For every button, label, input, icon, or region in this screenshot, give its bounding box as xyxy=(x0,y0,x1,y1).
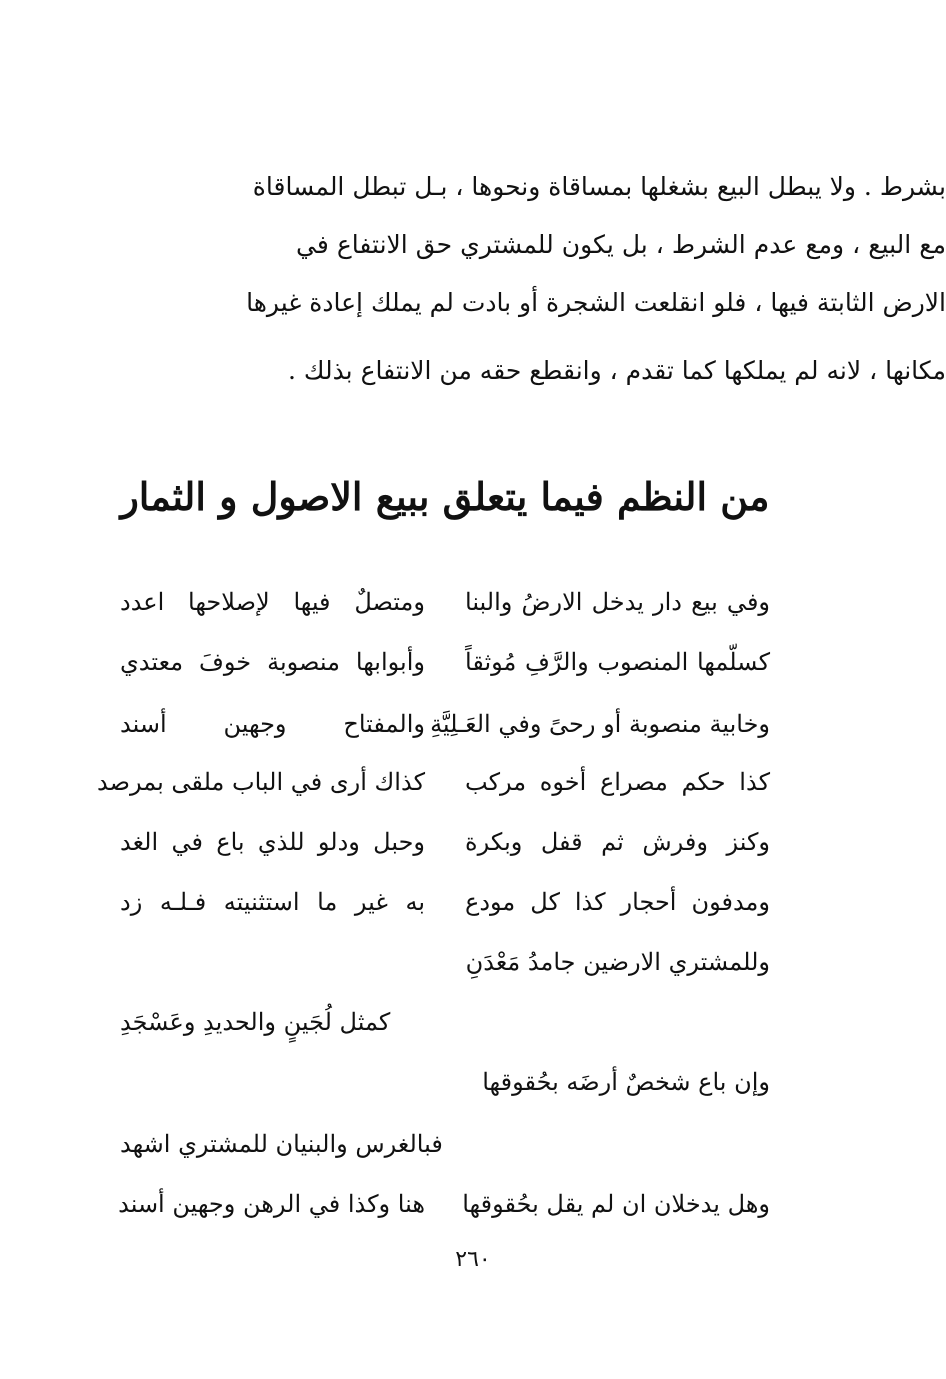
verse-second-hemistich: كذاك أرى في الباب ملقى بمرصد xyxy=(97,768,425,796)
verse-first-hemistich: كذا حكم مصراع أخوه مركب xyxy=(465,768,770,796)
verse-second-hemistich: والمفتاح وجهين أسند xyxy=(120,710,425,738)
prose-line: بشرط . ولا يبطل البيع بشغلها بمساقاة ونحوها ، بـل تبطل المساقاة xyxy=(252,172,946,201)
verse-second-hemistich: وأبوابها منصوبة خوفَ معتدي xyxy=(120,648,425,676)
verse-first-hemistich: كسلّمها المنصوب والرَّفِ مُوثقاً xyxy=(465,648,770,676)
section-heading: من النظم فيما يتعلق ببيع الاصول و الثمار xyxy=(120,474,770,519)
verse xyxy=(120,1176,770,1232)
verse-second-hemistich: وحبل ودلو للذي باع في الغد xyxy=(120,828,425,856)
verse-line: وإن باع شخصٌ أرضَه بحُقوقها xyxy=(482,1068,770,1096)
verse-line: فبالغرس والبنيان للمشتري اشهد xyxy=(120,1130,443,1158)
verse-first-hemistich: وهل يدخلان ان لم يقل بحُقوقها xyxy=(462,1190,770,1218)
prose-line: مكانها ، لانه لم يملكها كما تقدم ، وانقطع حقه من الانتفاع بذلك . xyxy=(287,356,946,385)
verse-line: كمثل لُجَينٍ والحديدِ وعَسْجَدِ xyxy=(120,1008,391,1036)
verse xyxy=(120,874,770,930)
verse-first-hemistich: وكنز وفرش ثم قفل وبكرة xyxy=(465,828,770,856)
verse xyxy=(120,696,770,752)
verse xyxy=(97,754,770,810)
verse xyxy=(120,574,770,630)
verse-second-hemistich: به غير ما استثنيته فـلـه زد xyxy=(120,888,425,916)
verse xyxy=(120,634,770,690)
verse-line: وللمشتري الارضين جامدُ مَعْدَنِ xyxy=(465,948,770,976)
page-number: ٢٦٠ xyxy=(455,1247,491,1272)
verse-first-hemistich: وفي بيع دار يدخل الارضُ والبنا xyxy=(465,588,770,616)
verse xyxy=(120,814,770,870)
verse-first-hemistich: وخابية منصوبة أو رحىً وفي العَـلِيَّةِ xyxy=(430,710,770,738)
verse-first-hemistich: ومدفون أحجار كذا كل مودع xyxy=(465,888,770,916)
prose-line: الارض الثابتة فيها ، فلو انقلعت الشجرة أو بادت لم يملك إعادة غيرها xyxy=(246,288,946,317)
prose-line: مع البيع ، ومع عدم الشرط ، بل يكون للمشتري حق الانتفاع في xyxy=(296,230,946,259)
verse-second-hemistich: ومتصلٌ فيها لإصلاحها اعدد xyxy=(120,588,425,616)
verse-second-hemistich: هنا وكذا في الرهن وجهين أسند xyxy=(118,1190,425,1218)
